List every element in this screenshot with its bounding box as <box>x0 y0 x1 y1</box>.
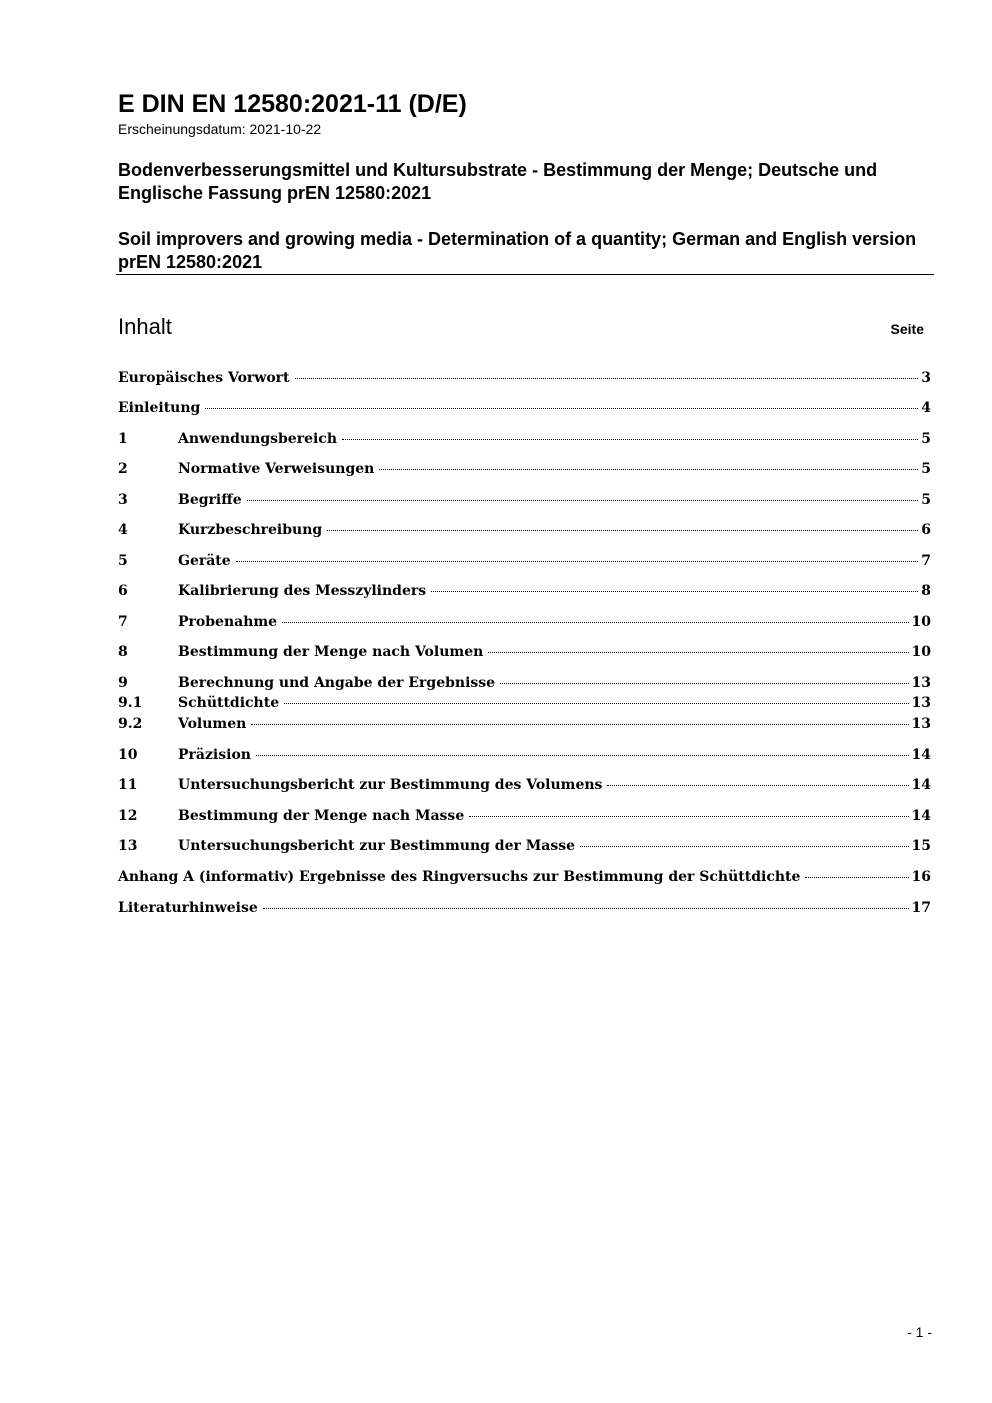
toc-dot-leader <box>284 702 908 704</box>
toc-entry-number: 1 <box>118 431 128 447</box>
toc-entry-number: 10 <box>118 747 138 763</box>
toc-entry-label: Anwendungsbereich <box>178 431 337 447</box>
toc-entry-label: Europäisches Vorwort <box>118 370 290 386</box>
toc-entry[interactable] <box>118 716 931 736</box>
toc-entry-number: 4 <box>118 522 128 538</box>
toc-dot-leader <box>251 723 908 725</box>
toc-entry-number: 9 <box>118 675 128 691</box>
toc-entry-label: Probenahme <box>178 614 278 630</box>
toc-entry-page: 14 <box>911 747 931 763</box>
toc-entry-label: Literaturhinweise <box>118 900 258 916</box>
toc-entry-label: Begriffe <box>178 492 242 508</box>
document-id: E DIN EN 12580:2021-11 (D/E) <box>118 90 467 118</box>
page-number: - 1 - <box>907 1324 932 1340</box>
toc-dot-leader <box>282 621 908 623</box>
toc-entry-number: 9.1 <box>118 695 143 711</box>
toc-entry-page: 17 <box>911 900 931 916</box>
toc-entry-number: 8 <box>118 644 128 660</box>
toc-entry[interactable] <box>118 431 931 451</box>
toc-entry[interactable] <box>118 808 931 828</box>
toc-entry-page: 6 <box>921 522 931 538</box>
toc-entry-label: Anhang A (informativ) Ergebnisse des Ringversuchs zur Bestimmung der Schüttdichte <box>118 869 801 885</box>
toc-entry[interactable] <box>118 370 931 390</box>
toc-dot-leader <box>431 590 918 592</box>
toc-entry-number: 2 <box>118 461 128 477</box>
header-divider <box>116 274 934 275</box>
toc-dot-leader <box>236 560 919 562</box>
toc-entry-page: 16 <box>911 869 931 885</box>
toc-entry[interactable] <box>118 583 931 603</box>
toc-dot-leader <box>327 529 918 531</box>
toc-entry[interactable] <box>118 900 931 920</box>
toc-entry-page: 10 <box>911 614 931 630</box>
toc-dot-leader <box>342 438 918 440</box>
toc-entry[interactable] <box>118 461 931 481</box>
toc-entry[interactable] <box>118 522 931 542</box>
toc-entry-page: 7 <box>921 553 931 569</box>
toc-dot-leader <box>247 499 919 501</box>
toc-entry-number: 13 <box>118 838 138 854</box>
toc-entry[interactable] <box>118 400 931 420</box>
toc-entry[interactable] <box>118 614 931 634</box>
toc-entry[interactable] <box>118 553 931 573</box>
toc-entry-label: Kalibrierung des Messzylinders <box>178 583 427 599</box>
toc-entry-number: 7 <box>118 614 128 630</box>
toc-entry-label: Untersuchungsbericht zur Bestimmung des Volumens <box>178 777 603 793</box>
toc-dot-leader <box>488 651 908 653</box>
toc-entry-page: 8 <box>921 583 931 599</box>
toc-entry-label: Berechnung und Angabe der Ergebnisse <box>178 675 496 691</box>
toc-entry-label: Geräte <box>178 553 231 569</box>
toc-entry-page: 5 <box>921 492 931 508</box>
toc-entry-page: 5 <box>921 431 931 447</box>
toc-dot-leader <box>805 876 908 878</box>
toc-entry-label: Volumen <box>178 716 247 732</box>
toc-entry-label: Normative Verweisungen <box>178 461 375 477</box>
toc-dot-leader <box>379 468 918 470</box>
toc-entry-label: Bestimmung der Menge nach Volumen <box>178 644 484 660</box>
toc-entry[interactable] <box>118 492 931 512</box>
toc-entry[interactable] <box>118 747 931 767</box>
toc-entry-label: Schüttdichte <box>178 695 280 711</box>
toc-entry-page: 14 <box>911 808 931 824</box>
title-german: Bodenverbesserungsmittel und Kultursubstrate - Bestimmung der Menge; Deutsche und Englische Fassung prEN 12580:2021 <box>118 160 878 203</box>
toc-entry-label: Präzision <box>178 747 251 763</box>
toc-dot-leader <box>580 845 909 847</box>
toc-entry[interactable] <box>118 869 931 889</box>
toc-entry-page: 5 <box>921 461 931 477</box>
toc-dot-leader <box>607 784 908 786</box>
toc-entry-number: 11 <box>118 777 138 793</box>
toc-dot-leader <box>295 377 919 379</box>
toc-entry-label: Kurzbeschreibung <box>178 522 323 538</box>
toc-entry-label: Bestimmung der Menge nach Masse <box>178 808 465 824</box>
toc-entry-number: 5 <box>118 553 128 569</box>
toc-entry-page: 13 <box>911 716 931 732</box>
toc-entry-number: 9.2 <box>118 716 143 732</box>
toc-dot-leader <box>500 682 908 684</box>
toc-entry-page: 15 <box>911 838 931 854</box>
toc-entry-page: 3 <box>921 370 931 386</box>
toc-page-column-label: Seite <box>890 321 924 337</box>
toc-dot-leader <box>256 754 909 756</box>
toc-heading: Inhalt <box>118 314 172 339</box>
publication-date: Erscheinungsdatum: 2021-10-22 <box>118 121 322 137</box>
toc-entry[interactable] <box>118 777 931 797</box>
toc-dot-leader <box>205 407 918 409</box>
toc-entry-page: 13 <box>911 675 931 691</box>
toc-entry-label: Untersuchungsbericht zur Bestimmung der Masse <box>178 838 575 854</box>
title-english: Soil improvers and growing media - Determination of a quantity; German and English version prEN 12580:2021 <box>118 229 917 272</box>
toc-dot-leader <box>469 815 908 817</box>
toc-entry[interactable] <box>118 838 931 858</box>
toc-entry-number: 6 <box>118 583 128 599</box>
toc-entry[interactable] <box>118 675 931 695</box>
toc-entry-page: 14 <box>911 777 931 793</box>
toc-entry-page: 4 <box>921 400 931 416</box>
toc-entry[interactable] <box>118 644 931 664</box>
toc-dot-leader <box>263 907 909 909</box>
toc-entry[interactable] <box>118 695 931 715</box>
toc-entry-number: 12 <box>118 808 138 824</box>
toc-entry-page: 10 <box>911 644 931 660</box>
toc-entry-label: Einleitung <box>118 400 201 416</box>
toc-entry-page: 13 <box>911 695 931 711</box>
toc-entry-number: 3 <box>118 492 128 508</box>
